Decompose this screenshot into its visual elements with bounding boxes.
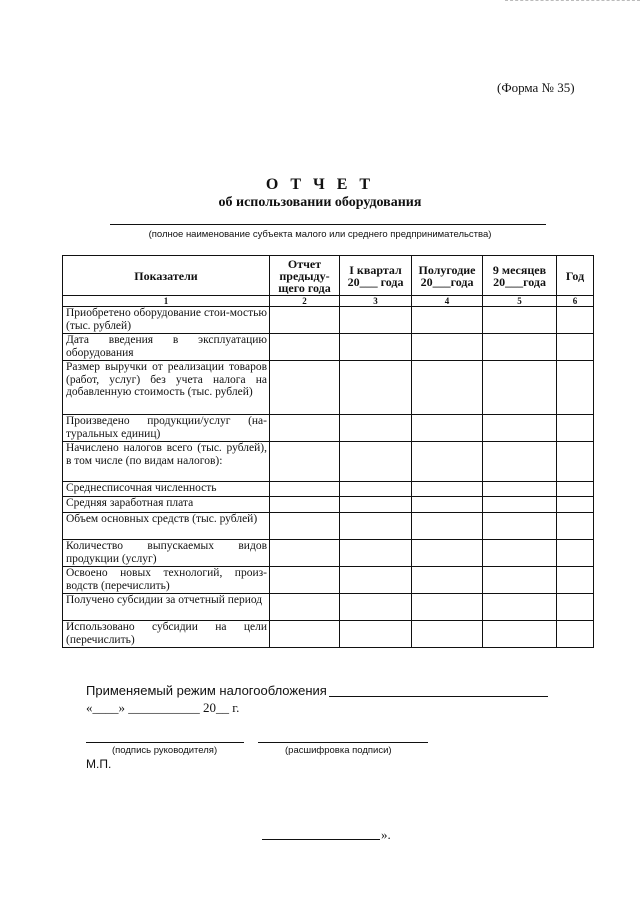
table-row	[63, 497, 594, 513]
row-label: Приобретено оборудование стои-мостью (тыс. рублей)	[63, 307, 270, 334]
table-cell[interactable]	[412, 497, 483, 513]
table-cell[interactable]	[270, 621, 340, 648]
form-number: (Форма № 35)	[497, 80, 575, 95]
table-cell[interactable]	[340, 594, 412, 621]
table-cell[interactable]	[412, 567, 483, 594]
table-cell[interactable]	[483, 621, 557, 648]
table-cell[interactable]	[270, 415, 340, 442]
column-number: 3	[340, 296, 412, 307]
table-cell[interactable]	[557, 361, 594, 415]
table-cell[interactable]	[270, 594, 340, 621]
entity-name-line	[110, 224, 546, 225]
table-cell[interactable]	[483, 442, 557, 482]
table-cell[interactable]	[340, 513, 412, 540]
column-number: 6	[557, 296, 594, 307]
row-label: Размер выручки от реализации товаров (работ, услуг) без учета налога на добавленную стоимость (тыс. рублей)	[63, 361, 270, 415]
signature-transcript-field[interactable]	[258, 742, 428, 743]
row-label: Объем основных средств (тыс. рублей)	[63, 513, 270, 540]
report-table	[62, 255, 594, 648]
table-cell[interactable]	[557, 497, 594, 513]
table-cell[interactable]	[270, 334, 340, 361]
table-cell[interactable]	[483, 415, 557, 442]
table-cell[interactable]	[557, 442, 594, 482]
table-cell[interactable]	[340, 540, 412, 567]
header-9-months: 9 месяцев 20___года	[483, 256, 557, 296]
table-cell[interactable]	[483, 567, 557, 594]
table-cell[interactable]	[557, 540, 594, 567]
table-row	[63, 540, 594, 567]
row-label: Начислено налогов всего (тыс. рублей), в том числе (по видам налогов):	[63, 442, 270, 482]
table-row	[63, 621, 594, 648]
table-cell[interactable]	[412, 361, 483, 415]
table-cell[interactable]	[557, 415, 594, 442]
table-cell[interactable]	[412, 334, 483, 361]
table-cell[interactable]	[270, 497, 340, 513]
row-label: Произведено продукции/услуг (на-туральных единиц)	[63, 415, 270, 442]
table-cell[interactable]	[340, 482, 412, 497]
table-row	[63, 513, 594, 540]
table-row	[63, 567, 594, 594]
tax-regime-field[interactable]	[329, 696, 548, 697]
signature-transcript-caption: (расшифровка подписи)	[285, 745, 392, 756]
table-cell[interactable]	[483, 594, 557, 621]
row-label: Среднесписочная численность	[63, 482, 270, 497]
table-cell[interactable]	[270, 513, 340, 540]
table-row	[63, 442, 594, 482]
header-previous-year: Отчет предыду-щего года	[270, 256, 340, 296]
column-number: 1	[63, 296, 270, 307]
table-cell[interactable]	[270, 567, 340, 594]
table-row	[63, 361, 594, 415]
column-number: 2	[270, 296, 340, 307]
closing-line[interactable]	[262, 839, 380, 840]
table-row	[63, 334, 594, 361]
closing-mark: ».	[381, 827, 391, 842]
header-half-year: Полугодие 20___года	[412, 256, 483, 296]
report-title: О Т Ч Е Т	[265, 176, 375, 193]
column-number-row	[63, 296, 594, 307]
row-label: Получено субсидии за отчетный период	[63, 594, 270, 621]
table-cell[interactable]	[340, 307, 412, 334]
table-cell[interactable]	[412, 307, 483, 334]
signature-field[interactable]	[86, 742, 244, 743]
table-cell[interactable]	[270, 540, 340, 567]
table-cell[interactable]	[483, 540, 557, 567]
row-label: Освоено новых технологий, произ-водств (перечислить)	[63, 567, 270, 594]
table-cell[interactable]	[412, 513, 483, 540]
table-cell[interactable]	[557, 621, 594, 648]
table-row	[63, 482, 594, 497]
table-cell[interactable]	[270, 482, 340, 497]
table-cell[interactable]	[557, 513, 594, 540]
table-cell[interactable]	[483, 482, 557, 497]
table-cell[interactable]	[270, 307, 340, 334]
table-cell[interactable]	[340, 442, 412, 482]
table-row	[63, 307, 594, 334]
row-label: Использовано субсидии на цели (перечислить)	[63, 621, 270, 648]
table-cell[interactable]	[483, 513, 557, 540]
table-cell[interactable]	[340, 621, 412, 648]
table-cell[interactable]	[412, 540, 483, 567]
table-row	[63, 594, 594, 621]
table-cell[interactable]	[270, 361, 340, 415]
table-cell[interactable]	[557, 594, 594, 621]
table-cell[interactable]	[557, 482, 594, 497]
header-indicators: Показатели	[63, 256, 270, 296]
table-cell[interactable]	[483, 307, 557, 334]
entity-name-caption: (полное наименование субъекта малого или среднего предпринимательства)	[148, 229, 492, 240]
table-cell[interactable]	[412, 482, 483, 497]
stamp-label: М.П.	[86, 757, 112, 771]
table-cell[interactable]	[412, 621, 483, 648]
table-cell[interactable]	[412, 415, 483, 442]
header-q1: I квартал 20___ года	[340, 256, 412, 296]
report-subtitle: об использовании оборудования	[218, 195, 422, 210]
table-cell[interactable]	[483, 334, 557, 361]
date-field[interactable]: «____» ___________ 20__ г.	[86, 700, 240, 715]
table-cell[interactable]	[340, 361, 412, 415]
table-cell[interactable]	[340, 497, 412, 513]
table-row	[63, 415, 594, 442]
table-cell[interactable]	[483, 497, 557, 513]
signature-caption: (подпись руководителя)	[112, 745, 218, 756]
row-label: Количество выпускаемых видов продукции (услуг)	[63, 540, 270, 567]
column-number: 4	[412, 296, 483, 307]
row-label: Средняя заработная плата	[63, 497, 270, 513]
table-cell[interactable]	[270, 442, 340, 482]
table-cell[interactable]	[557, 334, 594, 361]
table-cell[interactable]	[412, 442, 483, 482]
header-row	[63, 256, 594, 296]
top-dashed-rule	[505, 0, 640, 1]
table-cell[interactable]	[483, 361, 557, 415]
row-label: Дата введения в эксплуатацию оборудования	[63, 334, 270, 361]
table-cell[interactable]	[340, 567, 412, 594]
table-cell[interactable]	[340, 334, 412, 361]
table-cell[interactable]	[412, 594, 483, 621]
column-number: 5	[483, 296, 557, 307]
tax-regime-label: Применяемый режим налогообложения	[86, 683, 327, 698]
table-cell[interactable]	[557, 567, 594, 594]
header-year: Год	[557, 256, 594, 296]
table-cell[interactable]	[557, 307, 594, 334]
table-cell[interactable]	[340, 415, 412, 442]
